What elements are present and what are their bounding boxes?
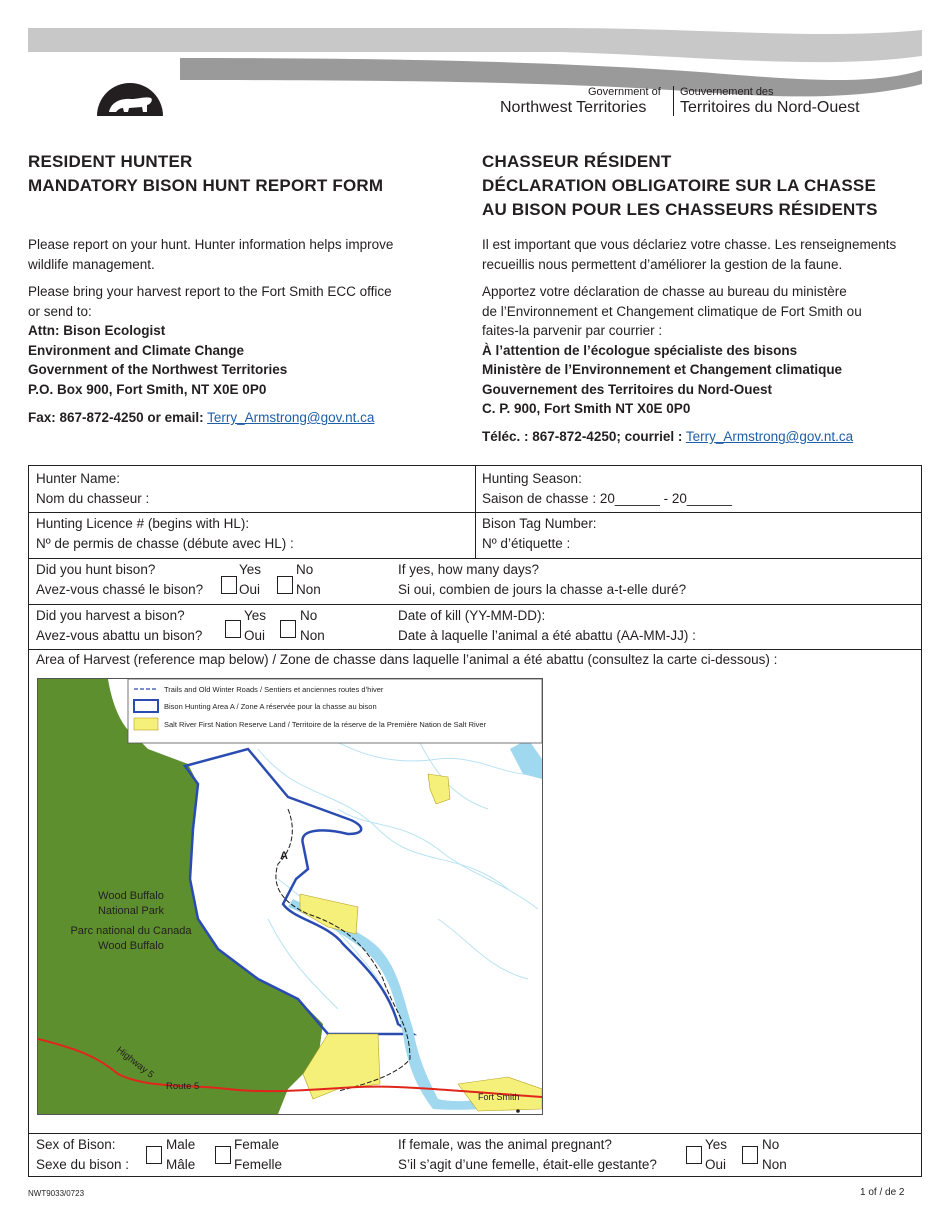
park-label-fr-2: Wood Buffalo [98,940,164,952]
park-label-en-1: Wood Buffalo [98,890,164,902]
gov-english: Government of Northwest Territories [500,86,661,116]
hunting-season-field[interactable]: Hunting Season: Saison de chasse : 20______ - 20______ [482,471,732,506]
hunter-name-field[interactable]: Hunter Name: Nom du chasseur : [36,471,150,506]
header-divider [673,86,674,116]
row-divider [29,558,921,559]
male-label: Male Mâle [166,1137,196,1172]
fort-smith-marker [516,1109,520,1113]
address-english: Please bring your harvest report to the Fort Smith ECC office or send to: Attn: Bison Ecologist Environment and Climate Change Government of the Northwest Territories P.O. Box 900, Fort Smith, NT X0E 0P0 [28,284,392,397]
hunt-yes-label: Yes Oui [239,562,262,597]
harvest-question: Did you harvest a bison? Avez-vous abattu un bison? [36,608,203,643]
email-link-english[interactable]: Terry_Armstrong@gov.nt.ca [207,410,375,425]
harvest-yes-label: Yes Oui [244,608,267,643]
harvest-no-checkbox[interactable] [280,620,296,638]
title-french: CHASSEUR RÉSIDENT DÉCLARATION OBLIGATOIRE SUR LA CHASSE AU BISON POUR LES CHASSEURS RÉSIDENTS [482,152,878,219]
sex-question: Sex of Bison: Sexe du bison : [36,1137,130,1172]
harvest-area-map [37,678,543,1115]
pregnant-no-label: No Non [762,1137,787,1172]
pregnant-no-checkbox[interactable] [742,1146,758,1164]
female-label: Female Femelle [234,1137,283,1172]
legend-reserve-swatch [134,718,158,730]
licence-number-field[interactable]: Hunting Licence # (begins with HL): Nº de permis de chasse (débute avec HL) : [36,516,294,551]
title-english: RESIDENT HUNTER MANDATORY BISON HUNT REPORT FORM [28,152,384,195]
route-label: Route 5 [166,1081,200,1092]
pregnant-question: If female, was the animal pregnant? S’il s’agit d’une femelle, était-elle gestante? [398,1137,657,1172]
harvest-yes-checkbox[interactable] [225,620,241,638]
hunt-no-checkbox[interactable] [277,576,293,594]
days-hunted-field[interactable]: If yes, how many days? Si oui, combien de jours la chasse a-t-elle duré? [398,562,687,597]
legend-area-swatch [134,700,158,712]
address-french: Apportez votre déclaration de chasse au bureau du ministère de l’Environnement et Changement climatique de Fort Smith ou faites-la parvenir par courrier : À l’attention de l’écologue spécialiste des bisons Ministère de l’Environnement et Changement climatique Gouvernement des Territoires du Nord-Ouest C. P. 900, Fort Smith NT X0E 0P0 [482,284,862,416]
row-divider [29,1133,921,1134]
highway-label: Highway 5 [114,1044,156,1081]
row-divider [29,604,921,605]
pregnant-yes-label: Yes Oui [705,1137,728,1172]
harvest-no-label: No Non [300,608,325,643]
email-link-french[interactable]: Terry_Armstrong@gov.nt.ca [685,429,854,444]
contact-french: Téléc. : 867-872-4250; courriel : Terry_Armstrong@gov.nt.ca [482,429,854,444]
hunt-yes-checkbox[interactable] [221,576,237,594]
legend-trails-text: Trails and Old Winter Roads / Sentiers et anciennes routes d’hiver [164,685,384,694]
page-number: 1 of / de 2 [860,1187,905,1198]
kill-date-field[interactable]: Date of kill (YY-MM-DD): Date à laquelle l’animal a été abattu (AA-MM-JJ) : [398,608,696,643]
area-of-harvest-label: Area of Harvest (reference map below) / Zone de chasse dans laquelle l’animal a été abattu (consultez la carte ci-dessous) : [36,652,778,667]
gov-french: Gouvernement des Territoires du Nord-Ouest [680,86,860,116]
col-divider [475,466,476,558]
area-a-label: A [280,850,288,862]
map-graphic [38,679,542,1114]
intro-english: Please report on your hunt. Hunter information helps improve wildlife management. [28,237,394,272]
pregnant-yes-checkbox[interactable] [686,1146,702,1164]
intro-french: Il est important que vous déclariez votre chasse. Les renseignements recueillis nous permettent d’améliorer la gestion de la faune. [482,237,897,272]
gnwt-bear-logo [95,66,165,118]
fort-smith-label: Fort Smith [478,1092,520,1102]
female-checkbox[interactable] [215,1146,231,1164]
legend-area-text: Bison Hunting Area A / Zone A réservée pour la chasse au bison [164,702,377,711]
contact-english: Fax: 867-872-4250 or email: Terry_Armstrong@gov.nt.ca [28,410,375,425]
hunt-question: Did you hunt bison? Avez-vous chassé le bison? [36,562,204,597]
tag-number-field[interactable]: Bison Tag Number: Nº d’étiquette : [482,516,597,551]
park-label-fr-1: Parc national du Canada [70,925,192,937]
hunt-no-label: No Non [296,562,321,597]
form-code: NWT9033/0723 [28,1189,85,1198]
male-checkbox[interactable] [146,1146,162,1164]
legend-reserve-text: Salt River First Nation Reserve Land / Territoire de la réserve de la Première Nation de Salt River [164,720,487,729]
park-label-en-2: National Park [97,905,165,917]
